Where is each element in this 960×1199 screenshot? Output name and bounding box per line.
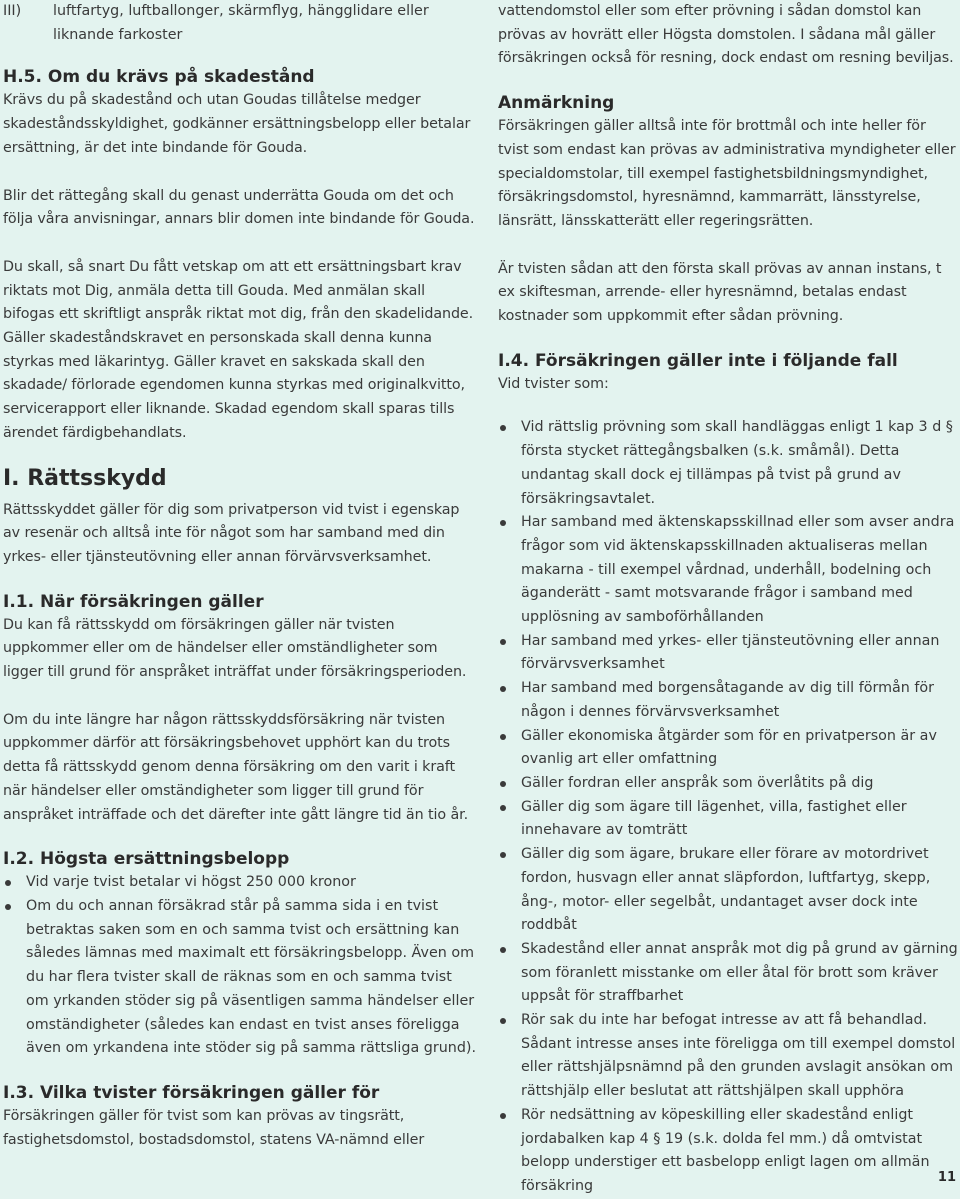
paragraph: Försäkringen gäller alltså inte för brottmål och inte heller för tvist som endast kan prövas av administrativa myndigheter eller specialdomstolar, till exempel fastighetsbildningsmyndighet, försäkringsdomstol, hyresnämnd, kammarrätt, länsstyrelse, länsrätt, länsskatterätt eller regeringsrätten. — [498, 118, 956, 229]
list-item: Skadestånd eller annat anspråk mot dig på grund av gärning som föranlett misstanke om eller åtal för brott som kräver uppsåt för straffbarhet — [498, 938, 960, 1009]
paragraph: Du skall, så snart Du fått vetskap om att ett ersättningsbart krav riktats mot Dig, anmäla detta till Gouda. Med anmälan skall bifogas ett skriftligt anspråk riktat mot dig, från den skadelidande. Gäller skadeståndskravet en personskada skall denna kunna styrkas med läkarintyg. Gäller kravet en sakskada skall den skadade/ förlorade egendomen kunna styrkas med originalkvitto, servicerapport eller liknande. Skadad egendom skall sparas tills ärendet färdigbehandlats. — [3, 258, 474, 441]
exclusion-list-cont — [3, 0, 478, 47]
page-number: 11 — [937, 1170, 956, 1185]
section-heading-h5: H.5. Om du krävs på skadestånd — [3, 67, 315, 88]
list-item: Gäller dig som ägare, brukare eller förare av motordrivet fordon, husvagn eller annat släpfordon, luftfartyg, skepp, ång-, motor- eller segelbåt, undantaget avser dock inte roddbåt — [498, 843, 960, 938]
paragraph: Krävs du på skadestånd och utan Goudas tillåtelse medger skadeståndsskyldighet, godkänner ersättningsbelopp eller betalar ersättning, är det inte bindande för Gouda. — [3, 92, 471, 156]
list-item: Gäller ekonomiska åtgärder som för en privatperson är av ovanlig art eller omfattning — [498, 725, 960, 772]
list-item: Vid varje tvist betalar vi högst 250 000 kronor — [3, 871, 478, 895]
paragraph: vattendomstol eller som efter prövning i sådan domstol kan prövas av hovrätt eller Högsta domstolen. I sådana mål gäller försäkringen också för resning, dock endast om resning beviljas. — [498, 3, 954, 67]
section-heading-i1: I.1. När försäkringen gäller — [3, 591, 264, 612]
paragraph: Är tvisten sådan att den första skall prövas av annan instans, t ex skiftesman, arrende- eller hyresnämnd, betalas endast kostnader som uppkommit efter sådan prövning. — [498, 260, 942, 325]
section-heading-i4: I.4. Försäkringen gäller inte i följande fall — [498, 350, 898, 371]
list-item: Har samband med borgensåtagande av dig till förmån för någon i dennes förvärvsverksamhet — [498, 677, 960, 724]
list-item — [3, 0, 478, 47]
paragraph: Om du inte längre har någon rättsskyddsförsäkring när tvisten uppkommer därför att försäkringsbehovet upphört kan du trots detta få rättsskydd genom denna försäkring om den varit i kraft när händelser eller omständigheter som ligger till grund för anspråket inträffade och det därefter inte gått längre tid än tio år. — [3, 711, 469, 823]
list-text: luftfartyg, luftballonger, skärmflyg, hängglidare eller liknande farkoster — [53, 3, 429, 43]
list-item: Gäller dig som ägare till lägenhet, villa, fastighet eller innehavare av tomträtt — [498, 796, 960, 843]
list-item: Rör nedsättning av köpeskilling eller skadestånd enligt jordabalken kap 4 § 19 (s.k. dolda fel mm.) då omtvistat belopp understiger ett basbelopp enligt lagen om allmän försäkring — [498, 1104, 960, 1199]
paragraph: Du kan få rättsskydd om försäkringen gäller när tvisten uppkommer eller om de händelser eller omständligheter som ligger till grund för anspråket inträffat under försäkringsperioden. — [3, 616, 467, 681]
bullet-list — [3, 871, 478, 1061]
note-heading: Anmärkning — [498, 93, 615, 114]
paragraph: Rättsskyddet gäller för dig som privatperson vid tvist i egenskap av resenär och alltså inte för något som har samband med din yrkes- eller tjänsteutövning eller annan förvärvsverksamhet. — [3, 501, 460, 565]
list-number: III) — [3, 3, 22, 19]
paragraph: Vid tvister som: — [498, 375, 609, 392]
right-column — [498, 0, 960, 1199]
list-item: Gäller fordran eller anspråk som överlåtits på dig — [498, 772, 960, 796]
list-item: Har samband med yrkes- eller tjänsteutövning eller annan förvärvsverksamhet — [498, 630, 960, 677]
list-item: Vid rättslig prövning som skall handläggas enligt 1 kap 3 d § första stycket rättegångsbalken (s.k. småmål). Detta undantag skall dock ej tillämpas på tvist på grund av försäkringsavtalet. — [498, 416, 960, 511]
paragraph: Blir det rättegång skall du genast underrätta Gouda om det och följa våra anvisningar, annars blir domen inte bindande för Gouda. — [3, 187, 475, 228]
list-item: Har samband med äktenskapsskillnad eller som avser andra frågor som vid äktenskapsskillnaden aktualiseras mellan makarna - till exempel vårdnad, underhåll, bodelning och äganderätt - samt motsvarande frågor i samband med upplösning av samboförhållanden — [498, 511, 960, 630]
section-heading-i3: I.3. Vilka tvister försäkringen gäller för — [3, 1082, 380, 1103]
section-heading-i2: I.2. Högsta ersättningsbelopp — [3, 849, 290, 870]
chapter-heading-i: I. Rättsskydd — [3, 465, 167, 491]
list-item: Om du och annan försäkrad står på samma sida i en tvist betraktas saken som en och samma tvist och ersättning kan således lämnas med maximalt ett försäkringsbelopp. Även om du har flera tvister skall de räknas som en och samma tvist om yrkanden stöder sig på väsentligen samma händelser eller omständigheter (således kan endast en tvist anses föreligga även om yrkandena inte stöder sig på samma rättsliga grund). — [3, 895, 478, 1061]
bullet-list — [498, 416, 960, 1198]
left-column — [3, 0, 478, 1152]
paragraph: Försäkringen gäller för tvist som kan prövas av tingsrätt, fastighetsdomstol, bostadsdomstol, statens VA-nämnd eller — [3, 1107, 425, 1148]
list-item: Rör sak du inte har befogat intresse av att få behandlad. Sådant intresse anses inte föreligga om till exempel domstol eller rättshjälpsnämnd på den grunden avslagit ansökan om rättshjälp eller beslutat att rättshjälpen skall upphöra — [498, 1009, 960, 1104]
